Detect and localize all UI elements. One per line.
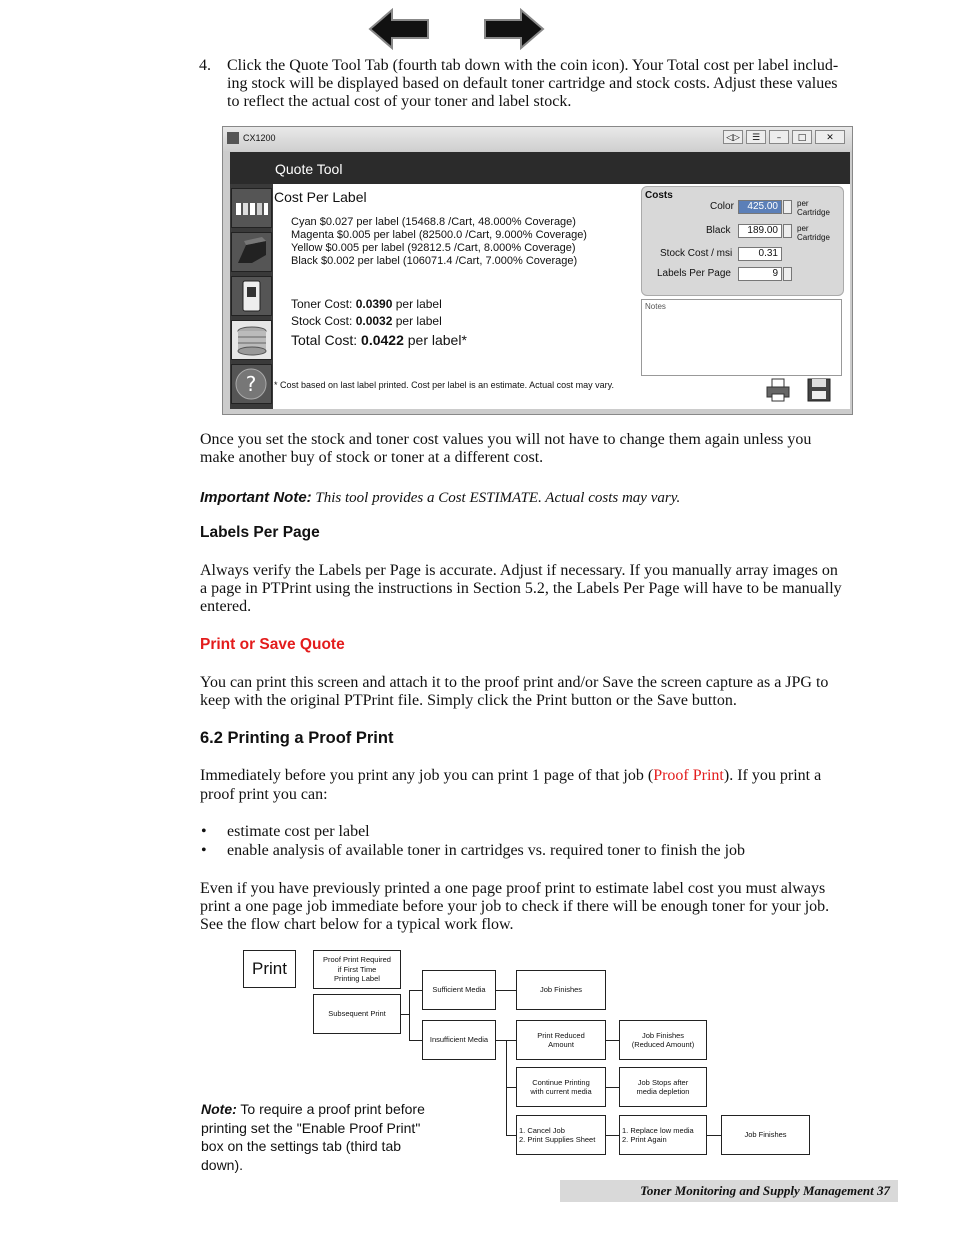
color-label: Color xyxy=(710,201,734,212)
important-note-text: This tool provides a Cost ESTIMATE. Actual costs may vary. xyxy=(311,490,681,506)
proof-print-link[interactable]: Proof Print xyxy=(653,767,724,784)
labels-per-page-spinner[interactable] xyxy=(783,267,792,281)
toner-cost: Toner Cost: 0.0390 per label xyxy=(291,297,442,311)
proof-para-line3: See the flow chart below for a typical work flow. xyxy=(200,916,514,933)
labels-para-line1: Always verify the Labels per Page is accurate. Adjust if necessary. If you manually array images on xyxy=(200,562,838,579)
important-note xyxy=(200,487,680,507)
header-title: Quote Tool xyxy=(275,161,343,177)
labels-per-page-input[interactable]: 9 xyxy=(738,267,782,281)
black-cost-input[interactable]: 189.00 xyxy=(738,224,782,238)
step-number: 4. xyxy=(199,57,211,74)
black-label: Black xyxy=(706,225,731,236)
step4-line1: Click the Quote Tool Tab (fourth tab down with the coin icon). Your Total cost per label includ- xyxy=(227,57,839,74)
flow-replace: 1. Replace low media 2. Print Again xyxy=(619,1115,707,1155)
connector xyxy=(506,1135,516,1136)
quote-tool-screenshot xyxy=(222,126,853,415)
page-footer: Toner Monitoring and Supply Management 37 xyxy=(560,1180,898,1202)
flow-sufficient: Sufficient Media xyxy=(422,970,496,1010)
flow-continue-printing: Continue Printing with current media xyxy=(516,1067,606,1107)
quote-tool-content xyxy=(273,184,850,409)
color-cost-input[interactable]: 425.00 xyxy=(738,200,782,214)
print-save-heading: Print or Save Quote xyxy=(200,636,345,653)
proof-para-line2: print a one page job immediate before your job to check if there will be enough toner for your job. xyxy=(200,898,830,915)
connector xyxy=(606,1135,619,1136)
printer-3d-icon xyxy=(232,233,271,271)
connector xyxy=(606,1040,619,1041)
app-title: CX1200 xyxy=(243,133,276,143)
help-icon xyxy=(232,365,271,403)
tab-sidebar xyxy=(230,184,273,409)
magenta-cost: Magenta $0.005 per label (82500.0 /Cart, 9.000% Coverage) xyxy=(291,229,587,241)
proof-intro-line1: Immediately before you print any job you can print 1 page of that job (Proof Print). If you print a xyxy=(200,767,822,784)
bullet-item-1: estimate cost per label xyxy=(227,823,370,840)
settings-device-icon xyxy=(232,277,271,315)
forward-arrow-icon[interactable] xyxy=(483,8,545,50)
proof-para-line1: Even if you have previously printed a one page proof print to estimate label cost you must always xyxy=(200,880,826,897)
svg-text:?: ? xyxy=(245,372,257,396)
note-label: Note: xyxy=(201,1101,237,1117)
notes-label: Notes xyxy=(645,302,666,311)
stock-para-line1: Once you set the stock and toner cost values you will not have to change them again unless you xyxy=(200,431,812,448)
minimize-icon[interactable]: – xyxy=(769,130,789,144)
settings-note: Note: To require a proof print before printing set the "Enable Proof Print" box on the settings tab (third tab down). xyxy=(201,1101,425,1173)
flow-subsequent: Subsequent Print xyxy=(313,994,401,1034)
labels-para-line3: entered. xyxy=(200,598,252,615)
print-icon[interactable] xyxy=(765,377,791,403)
notes-textarea[interactable] xyxy=(641,299,842,376)
proof-intro-line2: proof print you can: xyxy=(200,786,328,803)
bullet-item-2: enable analysis of available toner in cartridges vs. required toner to finish the job xyxy=(227,842,746,859)
connector xyxy=(409,990,422,991)
costs-panel xyxy=(641,186,844,296)
flow-print-reduced: Print Reduced Amount xyxy=(516,1020,606,1060)
connector xyxy=(496,990,516,991)
labels-para-line2: a page in PTPrint using the instructions in Section 5.2, the Labels Per Page will have to be manually xyxy=(200,580,842,597)
bullet-dot-2: • xyxy=(201,842,207,859)
flow-job-finishes-1: Job Finishes xyxy=(516,970,606,1010)
window-menu-icon[interactable]: ☰ xyxy=(746,130,766,144)
back-arrow-icon[interactable] xyxy=(368,8,430,50)
connector xyxy=(506,1040,507,1136)
flow-job-stops: Job Stops after media depletion xyxy=(619,1067,707,1107)
save-icon[interactable] xyxy=(806,377,832,403)
connector xyxy=(409,1040,422,1041)
coins-icon xyxy=(232,321,271,359)
print-save-line2: keep with the original PTPrint file. Simply click the Print button or the Save button. xyxy=(200,692,737,709)
yellow-cost: Yellow $0.005 per label (92812.5 /Cart, 8.000% Coverage) xyxy=(291,242,576,254)
connector xyxy=(606,1087,619,1088)
cyan-cost: Cyan $0.027 per label (15468.8 /Cart, 48.000% Coverage) xyxy=(291,216,576,228)
total-cost: Total Cost: 0.0422 per label* xyxy=(291,332,467,348)
stock-para-line2: make another buy of stock or toner at a different cost. xyxy=(200,449,544,466)
tab-quote-tool[interactable] xyxy=(231,320,272,360)
connector xyxy=(506,1040,516,1041)
section-heading: 6.2 Printing a Proof Print xyxy=(200,729,394,747)
tab-cartridges[interactable] xyxy=(231,188,272,228)
flow-cancel-job: 1. Cancel Job 2. Print Supplies Sheet xyxy=(516,1115,606,1155)
app-icon xyxy=(227,132,239,144)
tab-printer[interactable] xyxy=(231,232,272,272)
tab-help[interactable] xyxy=(231,364,272,404)
black-spinner[interactable] xyxy=(783,224,792,238)
quote-tool-header xyxy=(230,152,850,184)
step4-line3: to reflect the actual cost of your toner and label stock. xyxy=(227,93,572,110)
flow-insufficient: Insufficient Media xyxy=(422,1020,496,1060)
flow-job-finishes-reduced: Job Finishes (Reduced Amount) xyxy=(619,1020,707,1060)
cost-footnote: * Cost based on last label printed. Cost per label is an estimate. Actual cost may vary. xyxy=(274,380,615,390)
stock-msi-label: Stock Cost / msi xyxy=(660,248,733,259)
stock-msi-input[interactable]: 0.31 xyxy=(738,247,782,261)
maximize-icon[interactable]: □ xyxy=(792,130,812,144)
important-note-label: Important Note: xyxy=(200,489,312,506)
stock-cost: Stock Cost: 0.0032 per label xyxy=(291,314,442,328)
window-back-icon[interactable]: ◁▷ xyxy=(723,130,743,144)
flow-proof-required: Proof Print Required if First Time Printing Label xyxy=(313,950,401,989)
print-save-line1: You can print this screen and attach it to the proof print and/or Save the screen capture as a JPG to xyxy=(200,674,829,691)
connector xyxy=(409,990,410,1040)
close-icon[interactable]: ✕ xyxy=(815,130,845,144)
connector xyxy=(506,1087,516,1088)
flow-print: Print xyxy=(243,950,296,988)
flow-job-finishes-2: Job Finishes xyxy=(721,1115,810,1155)
color-per-cartridge: per Cartridge xyxy=(797,199,830,217)
labels-per-page-heading: Labels Per Page xyxy=(200,524,320,541)
black-cost: Black $0.002 per label (106071.4 /Cart, 7.000% Coverage) xyxy=(291,255,578,267)
cartridges-icon xyxy=(232,189,271,227)
black-per-cartridge: per Cartridge xyxy=(797,224,830,242)
window-titlebar xyxy=(223,127,852,151)
color-spinner[interactable] xyxy=(783,200,792,214)
connector xyxy=(707,1135,721,1136)
labels-per-page-label: Labels Per Page xyxy=(657,268,731,279)
costs-heading: Costs xyxy=(645,190,673,201)
bullet-dot-1: • xyxy=(201,823,207,840)
step4-line2: ing stock will be displayed based on default toner cartridge and stock costs. Adjust these values xyxy=(227,75,838,92)
cost-per-label-title: Cost Per Label xyxy=(274,189,367,205)
tab-settings[interactable] xyxy=(231,276,272,316)
